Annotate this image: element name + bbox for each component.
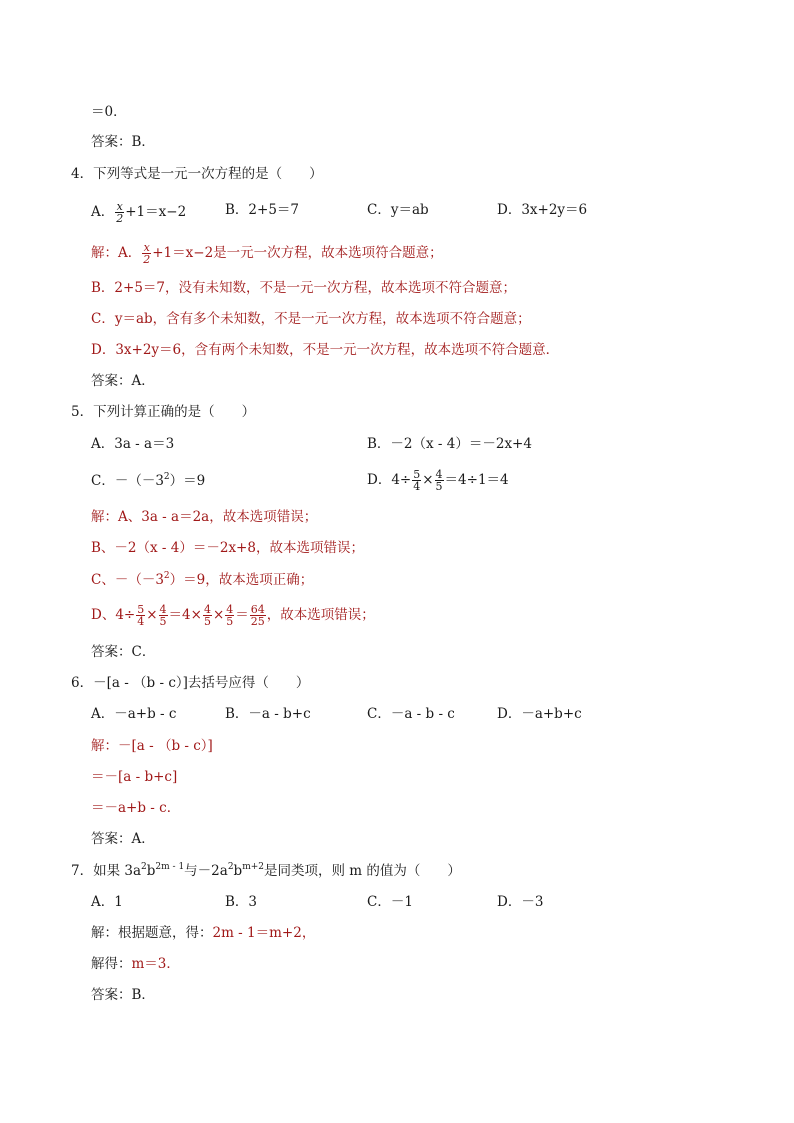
q5-stem: 5．下列计算正确的是（ ） (71, 404, 256, 420)
q5-answer: 答案：C． (91, 644, 156, 660)
q7-stem: 7．如果 $3a^2b^{2m - 1}$与$-2a^2b^{m+2}$是同类项，则 m 的值为（ ） (71, 862, 461, 879)
q4-answer: 答案：A． (91, 373, 155, 389)
q4-solution-a: 解：A． $\frac{x}{2}$ +1＝x−2是一元一次方程，故本选项符合题意； (91, 241, 443, 266)
q3-answer: 答案：B． (91, 134, 155, 150)
q5-option-a: A．3a - a＝3 (91, 436, 175, 452)
q7-option-d: D．－3 (497, 894, 544, 910)
q7-option-a: A．1 (91, 894, 123, 910)
q7-solution-1: 解：根据题意，得：2m - 1＝m+2， (91, 925, 316, 941)
q4-stem: 4．下列等式是一元一次方程的是（ ） (71, 166, 323, 182)
q7-answer: 答案：B． (91, 987, 155, 1003)
q6-solution-3: ＝－a+b - c． (91, 800, 181, 816)
q4-solution-b: B．2+5＝7，没有未知数，不是一元一次方程，故本选项不符合题意； (91, 280, 516, 296)
q4-option-c: C．y＝ab (367, 202, 429, 218)
q6-answer: 答案：A． (91, 831, 155, 847)
q6-solution-1: 解：－[a - （b - c）] (91, 738, 213, 754)
q5-option-c: C．$-(-3^2)=9$ (91, 472, 206, 489)
q6-option-c: C．－a - b - c (367, 706, 455, 722)
q6-option-d: D．－a+b+c (497, 706, 582, 722)
q4-solution-d: D．3x+2y＝6，含有两个未知数，不是一元一次方程，故本选项不符合题意． (91, 342, 560, 358)
q7-option-b: B．3 (225, 894, 258, 910)
q6-option-a: A．－a+b - c (91, 706, 177, 722)
q4-option-a: A． $\frac{x}{2}$ +1＝x−2 (91, 200, 187, 225)
q3-equation-tail: ＝0． (91, 104, 127, 120)
q7-solution-2: 解得：m＝3． (91, 956, 180, 972)
q4-option-b: B．2+5＝7 (225, 202, 299, 218)
q5-solution-a: 解：A、3a - a＝2a，故本选项错误； (91, 509, 318, 525)
q7-option-c: C．－1 (367, 894, 413, 910)
q6-stem: 6．－[a - （b - c）]去括号应得（ ） (71, 675, 310, 691)
q4-option-d: D．3x+2y＝6 (497, 202, 588, 218)
q4-solution-c: C．y＝ab，含有多个未知数，不是一元一次方程，故本选项不符合题意； (91, 311, 531, 327)
q6-option-b: B．－a - b+c (225, 706, 311, 722)
q5-solution-b: B、－2（x - 4）＝－2x+8，故本选项错误； (91, 540, 364, 556)
q5-option-d: D．4÷ $\frac{5}{4}$ × $\frac{4}{5}$ ＝4÷1＝4 (367, 468, 509, 493)
q6-solution-2: ＝－[a - b+c] (91, 769, 178, 785)
q5-option-b: B．－2（x - 4）＝－2x+4 (367, 436, 532, 452)
q5-solution-c: C、$-(-3^2)=9$，故本选项正确； (91, 571, 314, 588)
q5-solution-d: D、4÷ $\frac{5}{4}$ × $\frac{4}{5}$ ＝4× $\frac{4}{5}$ × $\frac{4}{5}$ ＝ $\frac{64}{25}$ ，故本选项错误； (91, 603, 375, 628)
